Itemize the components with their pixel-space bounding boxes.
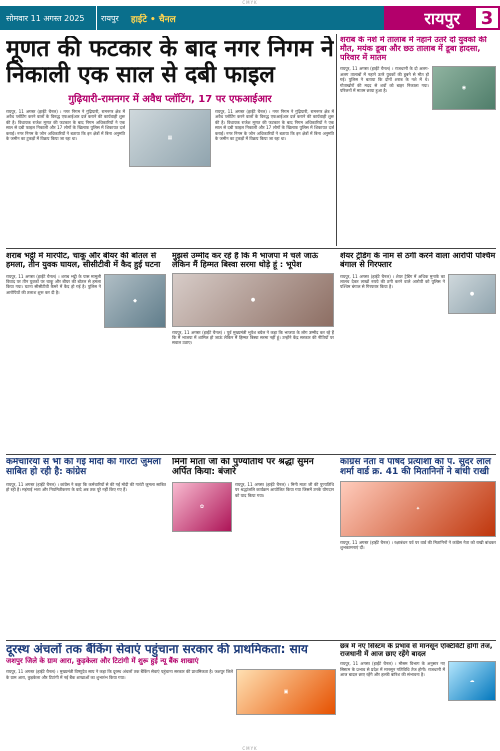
- row3-right-body: रायपुर, 11 अगस्त (हाईटे चैनल) । रक्षाबंधन पर्व पर वार्ड की मितानिनों ने कांग्रेस नेता को राखी बांधकर शुभकामनाएं दीं।: [340, 539, 496, 551]
- mid-left-body: रायपुर, 11 अगस्त (हाईटे चैनल) । शराब भट्ठी के पास मामूली विवाद पर तीन युवकों पर चाकू और बीयर की बोतल से हमला किया गया। घटना सीसीटीवी कैमरे में कैद हो गई है। पुलिस ने आरोपियों की तलाश शुरू कर दी है।: [6, 273, 101, 295]
- row-divider-3: [6, 640, 496, 641]
- row3-center-photo: ✿: [172, 482, 232, 532]
- row-divider-1: [6, 248, 496, 249]
- row3-right-story: [340, 458, 496, 638]
- row3-center-body: रायपुर, 11 अगस्त (हाईटे चैनल) । मिनी माता जी की पुण्यतिथि पर श्रद्धांजलि कार्यक्रम आयोजित किया गया जिसमें उनके योगदान को याद किया गया।: [235, 481, 334, 498]
- mid-center-photo: ●: [172, 273, 334, 327]
- bottom-right-headline: छत्र में नए सिस्टम के प्रभाव से मानसून एक्टिविटी होगी तेज, राजधानी में आज छाए रहेंगे बादल: [340, 643, 493, 658]
- mid-center-story: [172, 252, 334, 452]
- color-bar-top: CMYK: [0, 0, 500, 5]
- mid-left-headline: शराब भट्ठी में मारपीट, चाकू और बीयर की बोतल से हमला, तीन युवक घायल, सीसीटीवी में कैद हुई घटना: [6, 252, 161, 269]
- page-header: [0, 6, 500, 30]
- bottom-body: रायपुर, 11 अगस्त (हाईटे चैनल) । मुख्यमंत्री विष्णुदेव साय ने कहा कि दूरस्थ अंचलों तक बैंकिंग सेवाएं पहुंचाना सरकार की प्राथमिकता है। जशपुर जिले के ग्राम आरा, कुड़केला और टिटांगी में नई बैंक शाखाओं का शुभारंभ किया गया।: [6, 669, 233, 680]
- issue-date: सोमवार 11 अगस्त 2025: [0, 6, 96, 30]
- mid-right-story: [340, 252, 496, 452]
- row3-left-story: [6, 458, 166, 638]
- bottom-photo: ▣: [236, 669, 336, 715]
- mid-right-photo: ●: [448, 274, 496, 314]
- right-top-story: [340, 36, 496, 246]
- bottom-subhead: जशपुर जिले के ग्राम आरा, कुड़केला और टिटांगी में शुरू हुई न्यू बैंक शाखाएं: [6, 657, 199, 666]
- lead-headline: मूणत की फटकार के बाद नगर निगम ने निकाली एक साल से दबी फाइल: [6, 36, 334, 88]
- bottom-right-photo: ☁: [448, 661, 496, 701]
- lead-story: [6, 36, 334, 246]
- mid-left-story: [6, 252, 166, 452]
- bottom-headline: दूरस्थ अंचलों तक बैंकिंग सेवाएं पहुंचाना सरकार की प्राथमिकता: साय: [6, 643, 308, 656]
- mid-center-body: रायपुर, 11 अगस्त (हाईटे चैनल) । पूर्व मुख्यमंत्री भूपेश बघेल ने कहा कि भाजपा के लोग उम्मीद कर रहे हैं कि मैं भाजपा में शामिल हो जाऊं लेकिन मैं हिम्मत बिस्वा सरमा नहीं हूं। उन्होंने केंद्र सरकार की नीतियों पर सवाल उठाए।: [172, 329, 334, 346]
- column-divider: [336, 34, 337, 246]
- mid-right-headline: शेयर ट्रेडिंग के नाम से ठगी करने वाला आरोपी पश्चिम बंगाल से गिरफ्तार: [340, 252, 496, 269]
- bottom-story: [6, 643, 336, 743]
- lead-body-cont: रायपुर, 11 अगस्त (हाईटे चैनल) । नगर निगम ने गुढ़ियारी, रामनगर क्षेत्र में अवैध प्लॉटिंग करने वालों के विरुद्ध एफआईआर दर्ज कराने की कार्यवाही शुरू की है। विधायक राजेश मूणत की फटकार के बाद निगम अधिकारियों ने एक साल से दबी फाइल निकाली और 17 लोगों के खिलाफ पुलिस में शिकायत दर्ज कराई। नगर निगम के जोन अधिकारियों ने बताया कि इन क्षेत्रों में बिना अनुमति के जमीन का टुकड़ों में विक्रय किया जा रहा था।: [215, 109, 334, 142]
- row3-left-body: रायपुर, 11 अगस्त (हाईटे चैनल) । कांग्रेस ने कहा कि कर्मचारियों से की गई मोदी की गारंटी जुमला साबित हो रही है। महंगाई भत्ता और नियमितीकरण के वादे अब तक पूरे नहीं किए गए हैं।: [6, 481, 166, 493]
- page-number: 3: [474, 6, 500, 30]
- row3-left-headline: कर्मचारियों से भी की गई मोदी की गारंटी जुमला साबित हो रही है: कांग्रेस: [6, 458, 161, 477]
- mid-left-photo: ◆: [104, 274, 166, 328]
- lead-body: रायपुर, 11 अगस्त (हाईटे चैनल) । नगर निगम ने गुढ़ियारी, रामनगर क्षेत्र में अवैध प्लॉटिंग करने वालों के विरुद्ध एफआईआर दर्ज कराने की कार्यवाही शुरू की है। विधायक राजेश मूणत की फटकार के बाद निगम अधिकारियों ने एक साल से दबी फाइल निकाली और 17 लोगों के खिलाफ पुलिस में शिकायत दर्ज कराई। नगर निगम के जोन अधिकारियों ने बताया कि इन क्षेत्रों में बिना अनुमति के जमीन का टुकड़ों में विक्रय किया जा रहा था।: [6, 109, 125, 142]
- mid-center-headline: मुझसे उम्मीद कर रहे हैं कि मैं भाजपा में चले जाऊं लेकिन मैं हिम्मत बिस्वा सरमा थोड़े हूं : भूपेश: [172, 252, 318, 269]
- brand-name: हाईटे • चैनल: [123, 6, 384, 30]
- edition-city: रायपुर: [96, 6, 123, 30]
- bottom-right-body: रायपुर, 11 अगस्त (हाईटे चैनल) । मौसम विभाग के अनुसार नए सिस्टम के प्रभाव से प्रदेश में मानसून गतिविधि तेज होगी। राजधानी में आज बादल छाए रहेंगे और हल्की बारिश की संभावना है।: [340, 661, 445, 678]
- lead-photo-building: ▦: [129, 109, 211, 167]
- right-top-photo-pond: ◉: [432, 66, 496, 110]
- row-divider-2: [6, 454, 496, 455]
- color-bar-bottom: CMYK: [0, 746, 500, 751]
- row3-center-story: [172, 458, 334, 638]
- row3-center-headline: मिनी माता जी की पुण्यतिथि पर श्रद्धा सुमन अर्पित किया: बंजारे: [172, 458, 314, 477]
- mid-right-body: रायपुर, 11 अगस्त (हाईटे चैनल) । शेयर ट्रेडिंग में अधिक मुनाफे का लालच देकर लाखों रुपये की ठगी करने वाले आरोपी को पुलिस ने पश्चिम बंगाल से गिरफ्तार किया है।: [340, 273, 445, 290]
- row3-right-headline: कांग्रेस नेता व पार्षद प्रत्याशी को पं. सुंदर लाल शर्मा वार्ड क्र. 41 की मितानिनों ने बांधी राखी: [340, 458, 491, 477]
- row3-right-photo: ✦: [340, 481, 496, 537]
- bottom-right-story: [340, 643, 496, 743]
- right-top-body: रायपुर, 11 अगस्त (हाईटे चैनल) । राजधानी के दो अलग-अलग तालाबों में नहाने उतरे युवकों की डूबने से मौत हो गई। पुलिस ने बताया कि दोनों शराब के नशे में थे। गोताखोरों की मदद से शवों को बाहर निकाला गया। परिजनों में मातम छाया हुआ है।: [340, 66, 429, 94]
- section-title: रायपुर: [384, 6, 474, 30]
- right-top-headline: शराब के नशे में तालाब में नहाने उतरे दो युवकों की मौत, मयंक डूबा और छठ तालाब में डूबा हादसा, परिवार में मातम: [340, 36, 487, 62]
- lead-subhead: गुढ़ियारी-रामनगर में अवैध प्लॉटिंग, 17 पर एफआईआर: [68, 94, 272, 105]
